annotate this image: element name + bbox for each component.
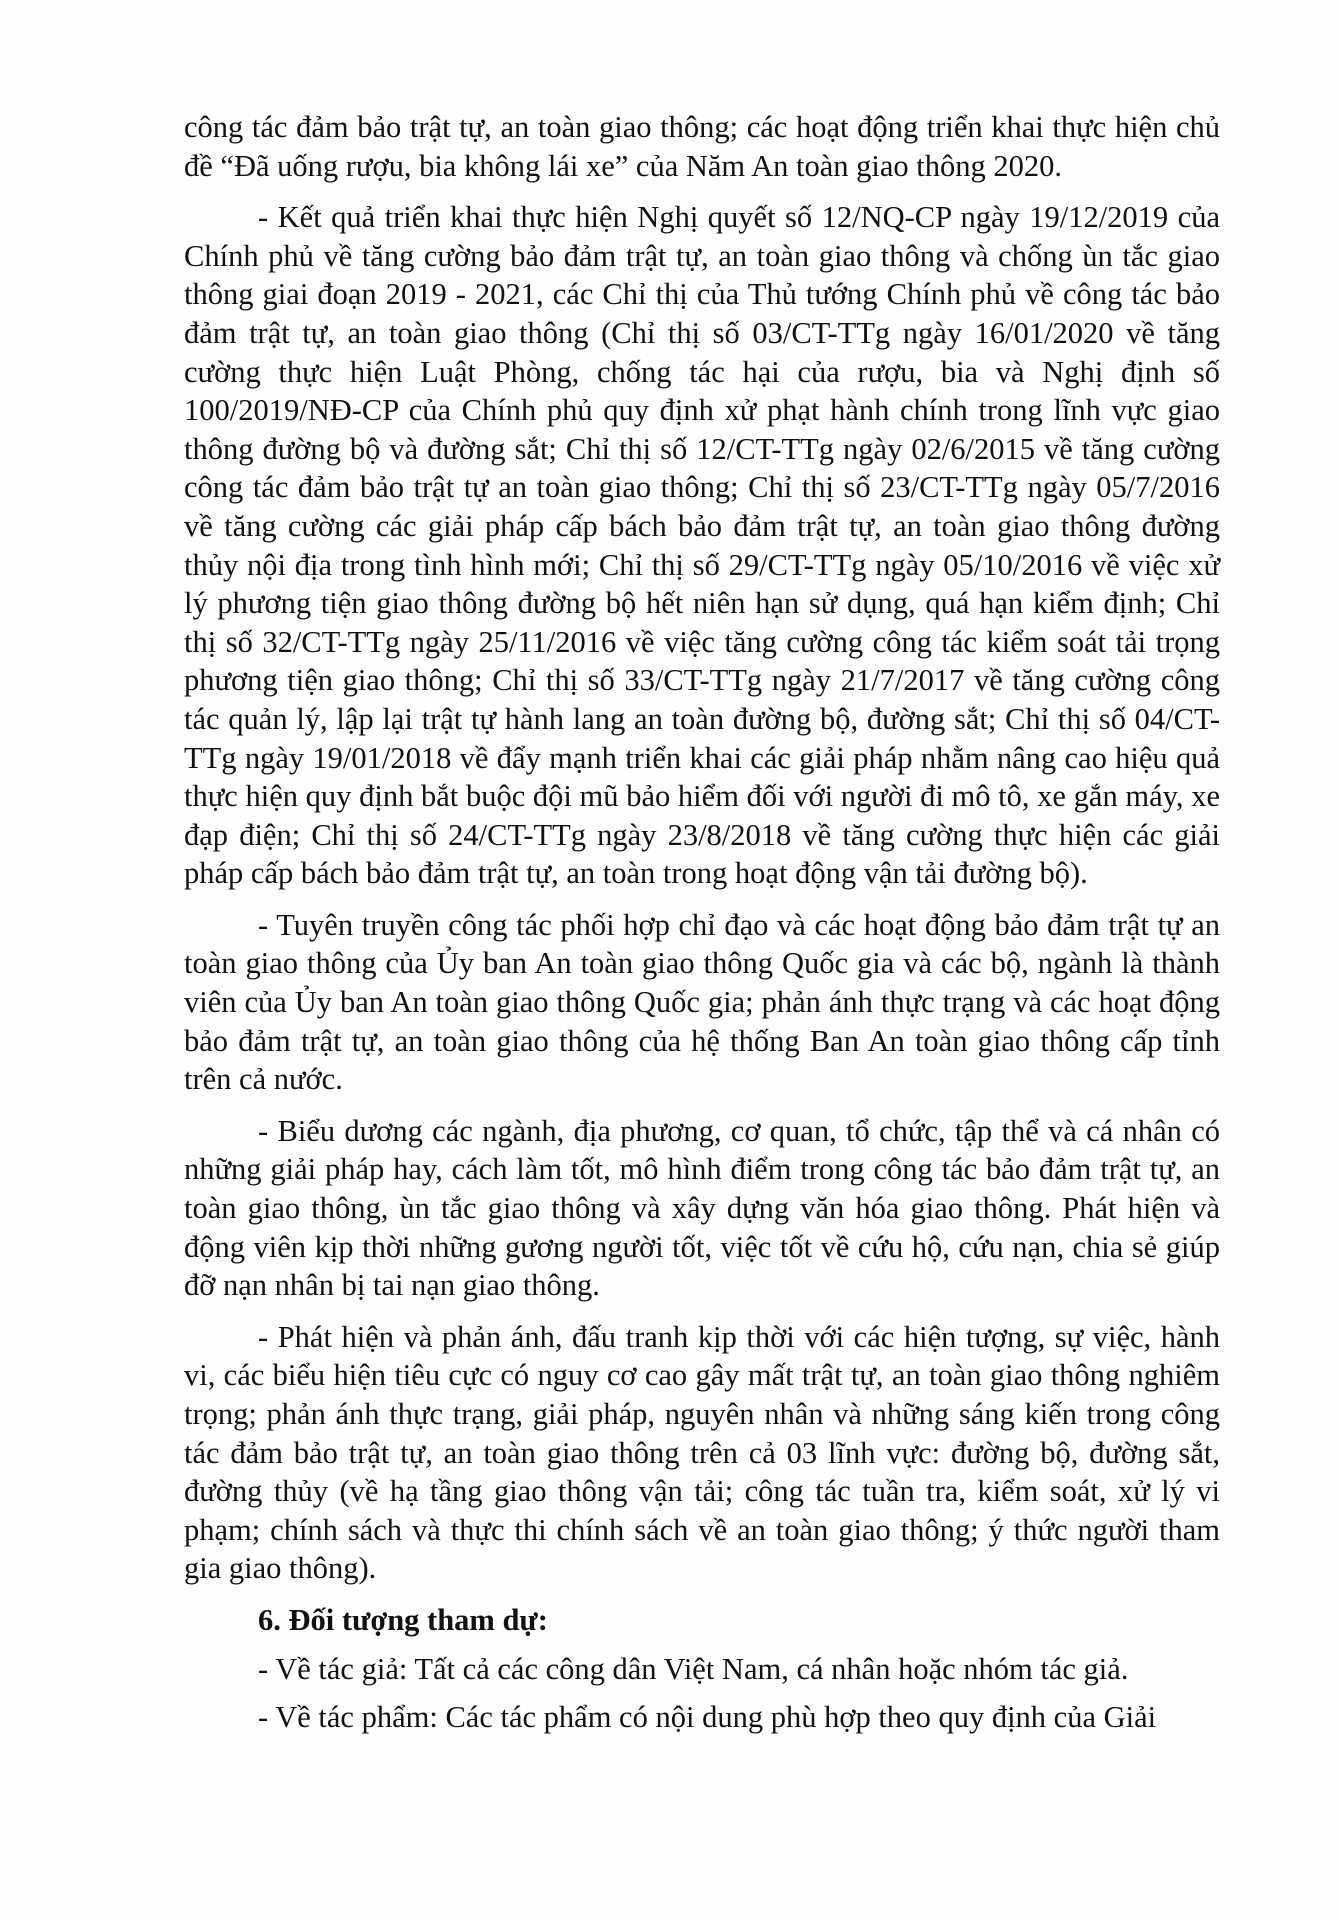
paragraph-detection: - Phát hiện và phản ánh, đấu tranh kịp thời với các hiện tượng, sự việc, hành vi, các biểu hiện tiêu cực có nguy cơ cao gây mất trật tự, an toàn giao thông nghiêm trọng; phản ánh thực trạng, giải pháp, nguyên nhân và những sáng kiến trong công tác đảm bảo trật tự, an toàn giao thông trên cả 03 lĩnh vực: đường bộ, đường sắt, đường thủy (về hạ tầng giao thông vận tải; công tác tuần tra, kiểm soát, xử lý vi phạm; chính sách và thực thi chính sách về an toàn giao thông; ý thức người tham gia giao thông). [184, 1319, 1220, 1586]
paragraph-coordination: - Tuyên truyền công tác phối hợp chỉ đạo và các hoạt động bảo đảm trật tự an toàn giao thông của Ủy ban An toàn giao thông Quốc gia và các bộ, ngành là thành viên của Ủy ban An toàn giao thông Quốc gia; phản ánh thực trạng và các hoạt động bảo đảm trật tự, an toàn giao thông của hệ thống Ban An toàn giao thông cấp tỉnh trên cả nước. [184, 907, 1220, 1097]
paragraph-resolution-results: - Kết quả triển khai thực hiện Nghị quyết số 12/NQ-CP ngày 19/12/2019 của Chính phủ về tăng cường bảo đảm trật tự, an toàn giao thông và chống ùn tắc giao thông giai đoạn 2019 - 2021, các Chỉ thị của Thủ tướng Chính phủ về công tác bảo đảm trật tự, an toàn giao thông (Chỉ thị số 03/CT-TTg ngày 16/01/2020 về tăng cường thực hiện Luật Phòng, chống tác hại của rượu, bia và Nghị định số 100/2019/NĐ-CP của Chính phủ quy định xử phạt hành chính trong lĩnh vực giao thông đường bộ và đường sắt; Chỉ thị số 12/CT-TTg ngày 02/6/2015 về tăng cường công tác đảm bảo trật tự an toàn giao thông; Chỉ thị số 23/CT-TTg ngày 05/7/2016 về tăng cường các giải pháp cấp bách bảo đảm trật tự, an toàn giao thông đường thủy nội địa trong tình hình mới; Chỉ thị số 29/CT-TTg ngày 05/10/2016 về việc xử lý phương tiện giao thông đường bộ hết niên hạn sử dụng, quá hạn kiểm định; Chỉ thị số 32/CT-TTg ngày 25/11/2016 về việc tăng cường công tác kiểm soát tải trọng phương tiện giao thông; Chỉ thị số 33/CT-TTg ngày 21/7/2017 về tăng cường công tác quản lý, lập lại trật tự hành lang an toàn đường bộ, đường sắt; Chỉ thị số 04/CT-TTg ngày 19/01/2018 về đẩy mạnh triển khai các giải pháp nhằm nâng cao hiệu quả thực hiện quy định bắt buộc đội mũ bảo hiểm đối với người đi mô tô, xe gắn máy, xe đạp điện; Chỉ thị số 24/CT-TTg ngày 23/8/2018 về tăng cường thực hiện các giải pháp cấp bách bảo đảm trật tự, an toàn trong hoạt động vận tải đường bộ). [184, 200, 1220, 891]
item-authors: - Về tác giả: Tất cả các công dân Việt Nam, cá nhân hoặc nhóm tác giả. [258, 1651, 1129, 1686]
section-heading: 6. Đối tượng tham dự: [258, 1602, 548, 1637]
item-works: - Về tác phẩm: Các tác phẩm có nội dung phù hợp theo quy định của Giải [258, 1700, 1157, 1735]
paragraph-commendation: - Biểu dương các ngành, địa phương, cơ quan, tổ chức, tập thể và cá nhân có những giải pháp hay, cách làm tốt, mô hình điểm trong công tác bảo đảm trật tự, an toàn giao thông, ùn tắc giao thông và xây dựng văn hóa giao thông. Phát hiện và động viên kịp thời những gương người tốt, việc tốt về cứu hộ, cứu nạn, chia sẻ giúp đỡ nạn nhân bị tai nạn giao thông. [184, 1113, 1220, 1303]
document-body [184, 108, 1220, 1747]
paragraph-continuation: công tác đảm bảo trật tự, an toàn giao thông; các hoạt động triển khai thực hiện chủ đề “Đã uống rượu, bia không lái xe” của Năm An toàn giao thông 2020. [184, 110, 1220, 183]
